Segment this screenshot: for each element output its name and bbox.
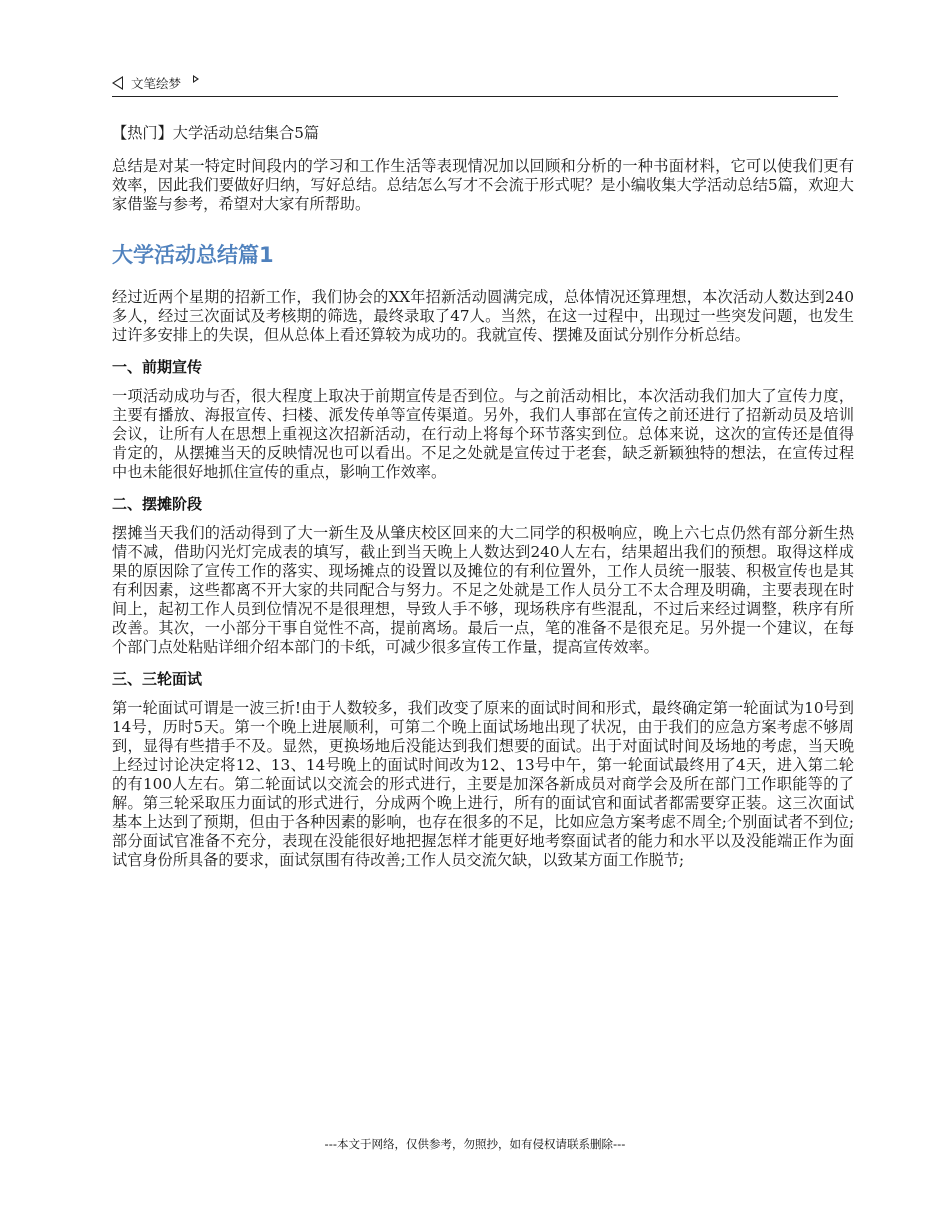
subsection-heading-2: 二、摆摊阶段 [112, 495, 203, 513]
triangle-left-icon [112, 76, 123, 90]
page-header [112, 70, 838, 97]
header-brand [112, 74, 199, 92]
section-intro: 经过近两个星期的招新工作，我们协会的XX年招新活动圆满完成，总体情况还算理想，本次活动人数达到240多人，经过三次面试及考核期的筛选，最终录取了47人。当然，在这一过程中，出现过一些突发问题，也发生过许多安排上的失误，但从总体上看还算较为成功的。我就宣传、摆摊及面试分别作分析总结。 [112, 288, 854, 344]
document-body [112, 124, 854, 882]
brand-name: 文笔绘梦 [131, 76, 182, 91]
subsection-body-1: 一项活动成功与否，很大程度上取决于前期宣传是否到位。与之前活动相比，本次活动我们加大了宣传力度，主要有播放、海报宣传、扫楼、派发传单等宣传渠道。另外，我们人事部在宣传之前还进行了招新动员及培训会议，让所有人在思想上重视这次招新活动，在行动上将每个环节落实到位。总体来说，这次的宣传还是值得肯定的，从摆摊当天的反映情况也可以看出。不足之处就是宣传过于老套，缺乏新颖独特的想法，在宣传过程中也未能很好地抓住宣传的重点，影响工作效率。 [112, 387, 854, 481]
subsection-heading-3: 三、三轮面试 [112, 670, 203, 688]
triangle-right-icon [193, 75, 199, 83]
subsection-body-3: 第一轮面试可谓是一波三折!由于人数较多，我们改变了原来的面试时间和形式，最终确定第一轮面试为10号到14号，历时5天。第一个晚上进展顺利，可第二个晚上面试场地出现了状况，由于我们的应急方案考虑不够周到，显得有些措手不及。显然，更换场地后没能达到我们想要的面试。出于对面试时间及场地的考虑，当天晚上经过讨论决定将12、13、14号晚上的面试时间改为12、13号中午，第一轮面试最终用了4天，进入第二轮的有100人左右。第二轮面试以交流会的形式进行，主要是加深各新成员对商学会及所在部门工作职能等的了解。第三轮采取压力面试的形式进行，分成两个晚上进行，所有的面试官和面试者都需要穿正装。这三次面试基本上达到了预期，但由于各种因素的影响，也存在很多的不足，比如应急方案考虑不周全;个别面试者不到位;部分面试官准备不充分，表现在没能很好地把握怎样才能更好地考察面试者的能力和水平以及没能端正作为面试官身份所具备的要求，面试氛围有待改善;工作人员交流欠缺，以致某方面工作脱节; [112, 699, 854, 869]
subsection-body-2: 摆摊当天我们的活动得到了大一新生及从肇庆校区回来的大二同学的积极响应，晚上六七点仍然有部分新生热情不减，借助闪光灯完成表的填写，截止到当天晚上人数达到240人左右，结果超出我们的预想。取得这样成果的原因除了宣传工作的落实、现场摊点的设置以及摊位的有利位置外，工作人员统一服装、积极宣传也是其有利因素，这些都离不开大家的共同配合与努力。不足之处就是工作人员分工不太合理及明确，主要表现在时间上，起初工作人员到位情况不是很理想，导致人手不够，现场秩序有些混乱，不过后来经过调整，秩序有所改善。其次，一小部分干事自觉性不高，提前离场。最后一点，笔的准备不是很充足。另外提一个建议，在每个部门点处粘贴详细介绍本部门的卡纸，可减少很多宣传工作量，提高宣传效率。 [112, 524, 854, 656]
section-heading: 大学活动总结篇1 [112, 243, 274, 267]
document-title: 【热门】大学活动总结集合5篇 [112, 124, 320, 142]
document-intro: 总结是对某一特定时间段内的学习和工作生活等表现情况加以回顾和分析的一种书面材料，它可以使我们更有效率，因此我们要做好归纳，写好总结。总结怎么写才不会流于形式呢？是小编收集大学活动总结5篇，欢迎大家借鉴与参考，希望对大家有所帮助。 [112, 157, 854, 213]
subsection-heading-1: 一、前期宣传 [112, 358, 203, 376]
footer-notice: ---本文于网络，仅供参考，勿照抄，如有侵权请联系删除--- [324, 1137, 626, 1151]
